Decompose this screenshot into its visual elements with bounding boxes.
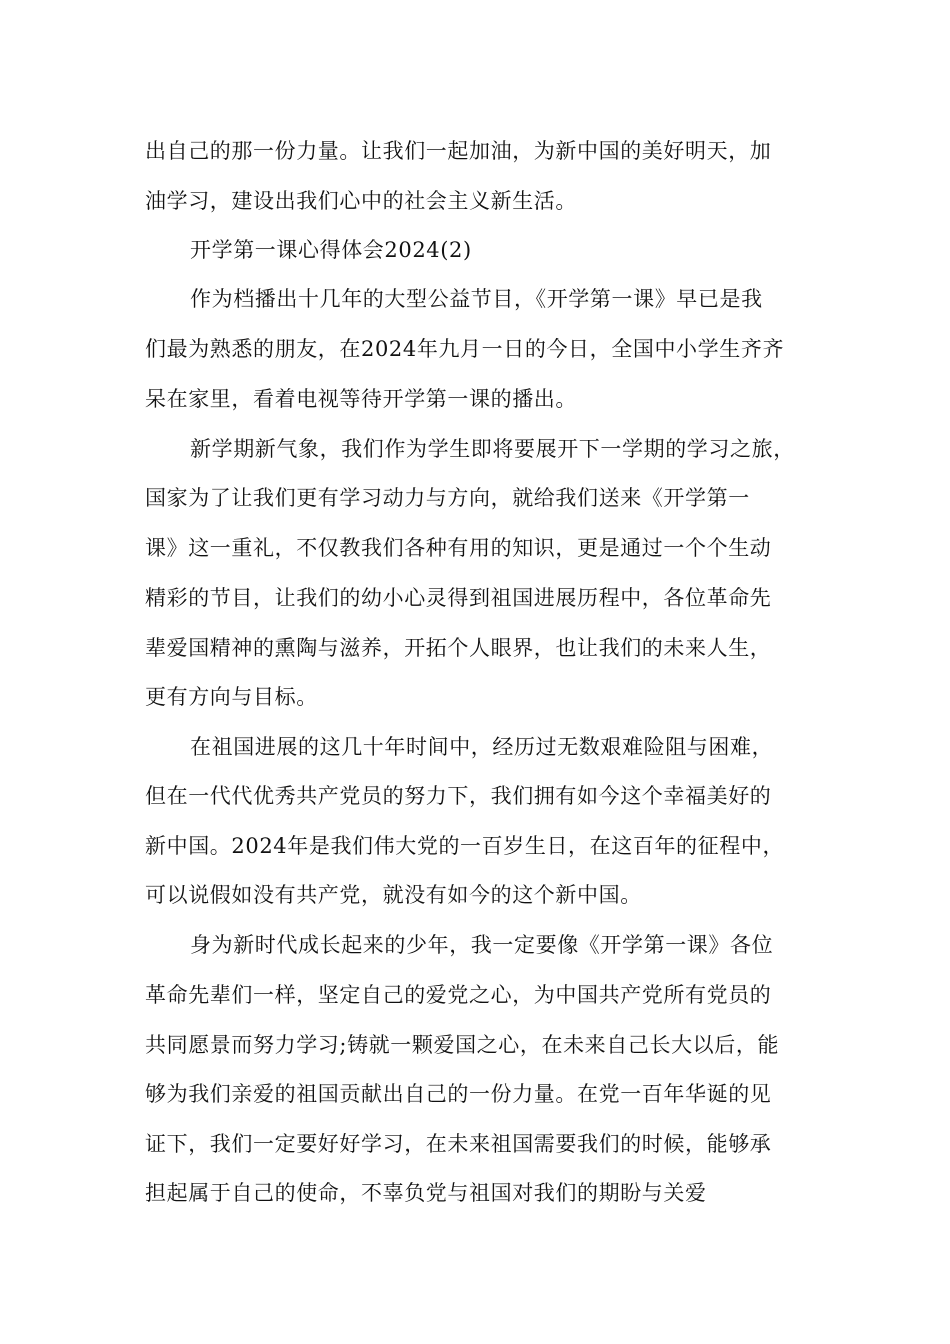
text-line: 新学期新气象，我们作为学生即将要展开下一学期的学习之旅， bbox=[190, 437, 795, 461]
text-line: 出自己的那一份力量。让我们一起加油，为新中国的美好明天，加 bbox=[145, 139, 772, 163]
text-line: 共同愿景而努力学习;铸就一颗爱国之心，在未来自己长大以后，能 bbox=[145, 1033, 780, 1057]
text-line: 课》这一重礼，不仅教我们各种有用的知识，更是通过一个个生动 bbox=[145, 536, 772, 560]
text-line: 革命先辈们一样，坚定自己的爱党之心，为中国共产党所有党员的 bbox=[145, 983, 772, 1007]
text-line: 油学习，建设出我们心中的社会主义新生活。 bbox=[145, 189, 577, 213]
text-line: 辈爱国精神的熏陶与滋养，开拓个人眼界，也让我们的未来人生， bbox=[145, 636, 772, 660]
text-line: 新中国。2024年是我们伟大党的一百岁生日，在这百年的征程中， bbox=[145, 834, 785, 858]
text-line: 身为新时代成长起来的少年，我一定要像《开学第一课》各位 bbox=[190, 933, 774, 957]
text-line: 在祖国进展的这几十年时间中，经历过无数艰难险阻与困难， bbox=[190, 735, 774, 759]
text-line: 证下，我们一定要好好学习，在未来祖国需要我们的时候，能够承 bbox=[145, 1132, 772, 1156]
text-line: 们最为熟悉的朋友，在2024年九月一日的今日，全国中小学生齐齐 bbox=[145, 337, 785, 361]
text-line: 担起属于自己的使命，不辜负党与祖国对我们的期盼与关爱 bbox=[145, 1181, 707, 1205]
text-line: 够为我们亲爱的祖国贡献出自己的一份力量。在党一百年华诞的见 bbox=[145, 1082, 772, 1106]
text-line: 精彩的节目，让我们的幼小心灵得到祖国进展历程中，各位革命先 bbox=[145, 586, 772, 610]
text-line: 更有方向与目标。 bbox=[145, 685, 318, 709]
text-line: 呆在家里，看着电视等待开学第一课的播出。 bbox=[145, 387, 577, 411]
text-line: 作为档播出十几年的大型公益节目，《开学第一课》早已是我 bbox=[190, 287, 763, 311]
text-line: 可以说假如没有共产党，就没有如今的这个新中国。 bbox=[145, 883, 642, 907]
text-line: 但在一代代优秀共产党员的努力下，我们拥有如今这个幸福美好的 bbox=[145, 784, 772, 808]
text-line: 国家为了让我们更有学习动力与方向，就给我们送来《开学第一 bbox=[145, 486, 750, 510]
section-heading: 开学第一课心得体会2024(2) bbox=[190, 238, 472, 262]
